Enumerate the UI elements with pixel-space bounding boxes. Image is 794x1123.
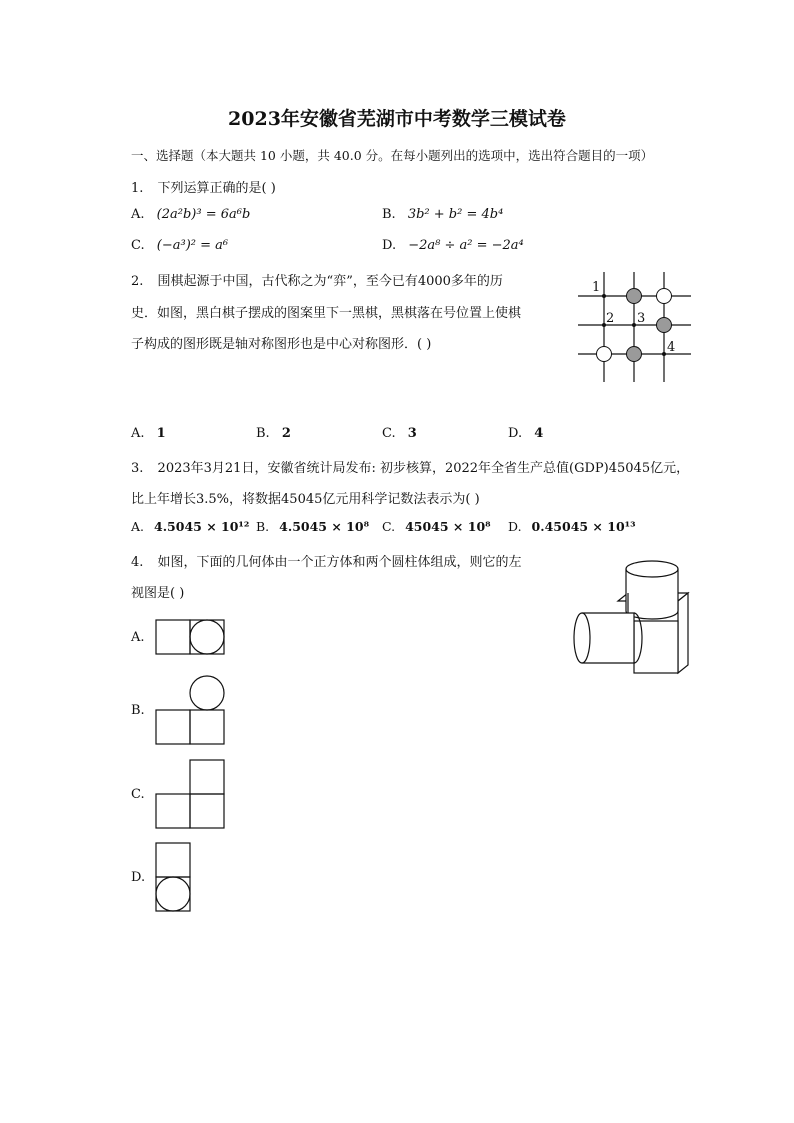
option-text: 3 bbox=[407, 426, 417, 441]
question-number: 4. bbox=[131, 555, 144, 570]
question-stem-line: 2023年3月21日，安徽省统计局发布: 初步核算，2022年全省生产总值(GDP)45045亿元， bbox=[157, 461, 690, 476]
option-c[interactable] bbox=[382, 519, 491, 534]
option-a-figure bbox=[155, 619, 227, 657]
option-label: B. bbox=[256, 519, 270, 534]
option-a[interactable] bbox=[131, 207, 250, 222]
question-1 bbox=[131, 177, 276, 196]
question-number: 2. bbox=[131, 274, 144, 289]
option-b-figure bbox=[155, 675, 227, 747]
option-text: 45045 × 10⁸ bbox=[405, 519, 491, 534]
option-label: B. bbox=[131, 703, 145, 718]
option-a[interactable] bbox=[131, 426, 166, 441]
option-b[interactable] bbox=[382, 207, 503, 222]
option-text: 4.5045 × 10¹² bbox=[154, 519, 250, 534]
option-text: −2a⁸ ÷ a² = −2a⁴ bbox=[408, 238, 524, 253]
question-4 bbox=[131, 551, 522, 570]
question-stem-line: 史．如图，黑白棋子摆成的图案里下一黑棋，黑棋落在号位置上使棋 bbox=[131, 306, 522, 321]
label-1: 1 bbox=[592, 280, 601, 295]
option-label: D. bbox=[508, 519, 522, 534]
option-label: A. bbox=[131, 426, 145, 441]
section-heading: 一、选择题（本大题共 10 小题，共 40.0 分。在每小题列出的选项中，选出符合题目的一项） bbox=[131, 148, 654, 163]
option-text: 2 bbox=[281, 426, 291, 441]
question-stem-line: 子构成的图形既是轴对称图形也是中心对称图形．( ) bbox=[131, 337, 432, 352]
option-label: A. bbox=[131, 630, 145, 645]
option-label: D. bbox=[131, 870, 146, 885]
option-label: D. bbox=[382, 238, 397, 253]
question-3 bbox=[131, 457, 689, 476]
option-b[interactable] bbox=[256, 519, 369, 534]
label-2: 2 bbox=[606, 311, 615, 326]
label-3: 3 bbox=[637, 311, 646, 326]
question-number: 3. bbox=[131, 461, 144, 476]
option-c[interactable] bbox=[131, 787, 145, 802]
option-c[interactable] bbox=[131, 238, 228, 253]
option-label: A. bbox=[131, 519, 145, 534]
question-stem-line: 围棋起源于中国，古代称之为“弈”，至今已有4000多年的历 bbox=[157, 274, 503, 289]
question-2 bbox=[131, 270, 503, 289]
option-label: B. bbox=[256, 426, 270, 441]
question-stem-line: 比上年增长3.5%，将数据45045亿元用科学记数法表示为( ) bbox=[131, 492, 480, 507]
option-text: 4 bbox=[534, 426, 544, 441]
option-d[interactable] bbox=[508, 519, 636, 534]
option-d[interactable] bbox=[508, 426, 543, 441]
option-text: 0.45045 × 10¹³ bbox=[531, 519, 636, 534]
label-4: 4 bbox=[667, 340, 676, 355]
option-text: (2a²b)³ = 6a⁶b bbox=[156, 207, 251, 222]
option-c-figure bbox=[155, 759, 227, 831]
option-c[interactable] bbox=[382, 426, 417, 441]
option-text: 3b² + b² = 4b⁴ bbox=[407, 207, 504, 222]
option-label: D. bbox=[508, 426, 523, 441]
option-a[interactable] bbox=[131, 630, 145, 645]
question-number: 1. bbox=[131, 181, 144, 196]
page-title: 2023年安徽省芜湖市中考数学三模试卷 bbox=[228, 108, 566, 130]
option-label: C. bbox=[131, 787, 145, 802]
option-d[interactable] bbox=[382, 238, 524, 253]
go-board-figure bbox=[576, 270, 696, 385]
solid-figure bbox=[568, 553, 693, 678]
question-stem-line: 如图，下面的几何体由一个正方体和两个圆柱体组成，则它的左 bbox=[157, 555, 522, 570]
option-text: (−a³)² = a⁶ bbox=[156, 238, 229, 253]
option-label: C. bbox=[382, 426, 396, 441]
option-b[interactable] bbox=[256, 426, 291, 441]
option-text: 1 bbox=[156, 426, 166, 441]
option-b[interactable] bbox=[131, 703, 145, 718]
option-label: B. bbox=[382, 207, 396, 222]
option-text: 4.5045 × 10⁸ bbox=[279, 519, 370, 534]
option-label: C. bbox=[131, 238, 145, 253]
option-d[interactable] bbox=[131, 870, 145, 885]
question-stem: 下列运算正确的是( ) bbox=[157, 181, 276, 196]
option-label: C. bbox=[382, 519, 396, 534]
question-stem-line: 视图是( ) bbox=[131, 586, 185, 601]
option-label: A. bbox=[131, 207, 145, 222]
option-d-figure bbox=[155, 842, 193, 914]
option-a[interactable] bbox=[131, 519, 249, 534]
